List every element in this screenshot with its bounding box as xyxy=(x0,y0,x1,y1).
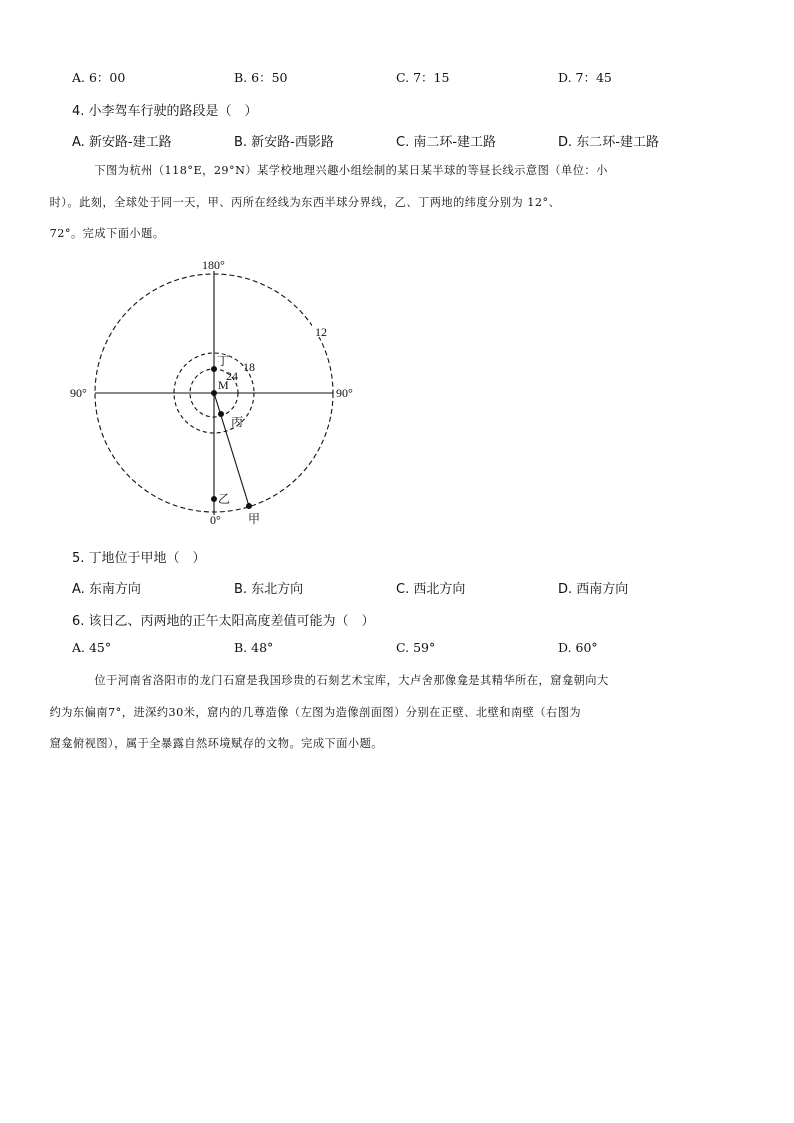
day-length-isoline-diagram xyxy=(70,253,353,533)
label-m: M xyxy=(218,378,229,392)
label-yi: 乙 xyxy=(218,492,231,506)
q6-option-a: A. 45° xyxy=(72,640,112,655)
q5-option-a: A. 东南方向 xyxy=(72,582,141,597)
label-0: 0° xyxy=(210,513,221,527)
q6-title: 6. 该日乙、丙两地的正午太阳高度差值可能为（ ） xyxy=(72,614,375,629)
q4-option-a: A. 新安路-建工路 xyxy=(72,135,172,150)
point-bing xyxy=(218,411,224,417)
q3-option-c: C. 7：15 xyxy=(396,70,450,85)
point-jia xyxy=(246,503,252,509)
label-ding: 丁 xyxy=(217,354,230,368)
q4-option-d: D. 东二环-建工路 xyxy=(558,135,659,150)
q4-options xyxy=(72,131,752,151)
q5-option-b: B. 东北方向 xyxy=(234,582,304,597)
label-180: 180° xyxy=(202,258,225,272)
label-12: 12 xyxy=(315,325,327,339)
intro-7-line1: 位于河南省洛阳市的龙门石窟是我国珍贵的石刻艺术宝库，大卢舍那像龛是其精华所在，窟龛朝向大 xyxy=(94,674,609,687)
q5-options xyxy=(72,578,752,598)
q3-option-b: B. 6：50 xyxy=(234,70,288,85)
label-bing: 丙 xyxy=(231,415,244,429)
q3-option-a: A. 6：00 xyxy=(72,70,126,85)
intro-5-6-line3: 72°。完成下面小题。 xyxy=(49,227,165,240)
intro-5-6-line1: 下图为杭州（118°E，29°N）某学校地理兴趣小组绘制的某日某半球的等昼长线示意图（单位：小 xyxy=(94,164,608,177)
intro-paragraph-longmen xyxy=(49,665,724,760)
q5-title: 5. 丁地位于甲地（ ） xyxy=(72,551,206,566)
q3-option-d: D. 7：45 xyxy=(558,70,612,85)
intro-7-line3: 窟龛俯视图），属于全暴露自然环境赋存的文物。完成下面小题。 xyxy=(49,737,383,750)
intro-paragraph-5-6 xyxy=(49,155,724,250)
label-jia: 甲 xyxy=(248,512,261,526)
q5-option-c: C. 西北方向 xyxy=(396,582,466,597)
q3-options xyxy=(72,68,752,88)
q4-option-b: B. 新安路-西影路 xyxy=(234,135,334,150)
line-m-to-jia xyxy=(214,393,249,506)
q4-title: 4. 小李驾车行驶的路段是（ ） xyxy=(72,104,258,119)
point-yi xyxy=(211,496,217,502)
q6-option-d: D. 60° xyxy=(558,640,598,655)
q5-option-d: D. 西南方向 xyxy=(558,582,629,597)
point-m xyxy=(211,390,217,396)
label-90-left: 90° xyxy=(70,386,87,400)
q6-option-b: B. 48° xyxy=(234,640,274,655)
label-90-right: 90° xyxy=(336,386,353,400)
q6-options xyxy=(72,640,752,660)
q6-option-c: C. 59° xyxy=(396,640,436,655)
intro-5-6-line2: 时）。此刻，全球处于同一天，甲、丙所在经线为东西半球分界线，乙、丁两地的纬度分别为 12°、 xyxy=(49,195,561,209)
q4-option-c: C. 南二环-建工路 xyxy=(396,135,497,150)
intro-7-line2: 约为东偏南7°，进深约30米，窟内的几尊造像（左图为造像剖面图）分别在正壁、北壁和南壁（右图为 xyxy=(49,705,582,719)
label-18: 18 xyxy=(243,360,255,374)
label-24: 24 xyxy=(226,369,238,383)
